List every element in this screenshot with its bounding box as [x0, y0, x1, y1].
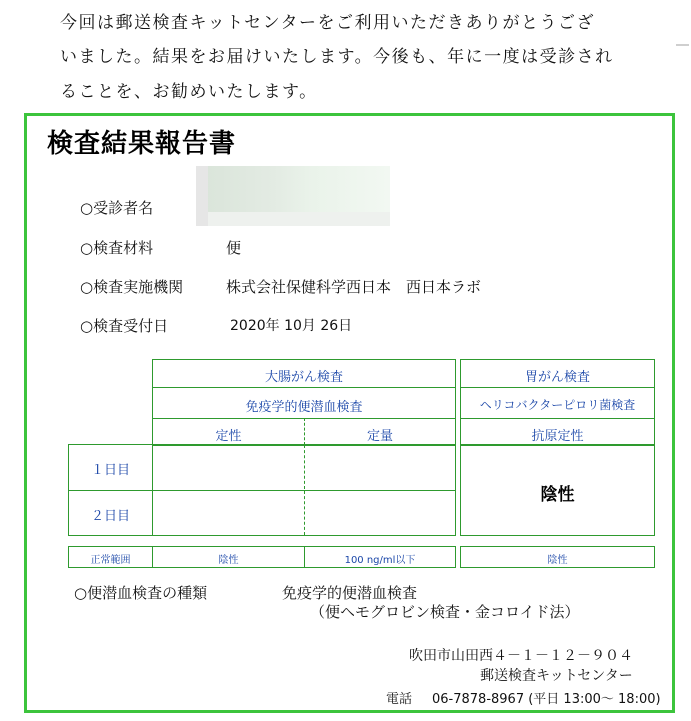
stomach-sub: ヘリコバクターピロリ菌検査 — [479, 398, 636, 412]
received-label: ○検査受付日 — [80, 317, 169, 335]
footer-address: 吹田市山田西４－１－１２－９０４ — [409, 648, 633, 664]
method-value: 免疫学的便潜血検査 — [282, 584, 418, 602]
colon-header: 大腸がん検査 — [264, 370, 343, 385]
scrollbar-thumb[interactable] — [676, 44, 689, 46]
intro-line-3: ることを、お勧めいたします。 — [60, 82, 318, 102]
normal-qualitative: 陰性 — [218, 555, 239, 566]
intro-line-2: いました。結果をお届けいたします。今後も、年に一度は受診され — [60, 47, 614, 67]
normal-quantitative: 100 ng/ml以下 — [344, 555, 416, 566]
material-label: ○検査材料 — [80, 239, 154, 257]
report-title: 検査結果報告書 — [47, 129, 237, 159]
footer-phone-label: 電話 — [386, 692, 413, 707]
colon-sub: 免疫学的便潜血検査 — [245, 400, 363, 415]
material-value: 便 — [226, 239, 242, 257]
received-value: 2020年 10月 26日 — [230, 318, 353, 334]
day2-label: ２日目 — [90, 509, 130, 524]
normal-stomach: 陰性 — [547, 555, 568, 566]
antigen-header: 抗原定性 — [531, 429, 584, 444]
normal-range-box — [68, 546, 456, 568]
colon-results-box — [68, 444, 456, 536]
day1-label: １日目 — [90, 463, 130, 478]
qualitative-header: 定性 — [215, 429, 242, 444]
stomach-result: 陰性 — [540, 485, 575, 505]
facility-value: 株式会社保健科学西日本 西日本ラボ — [226, 278, 482, 296]
footer-phone: 06-7878-8967 (平日 13:00～ 18:00) — [432, 692, 661, 707]
stomach-header-box — [460, 359, 655, 446]
stomach-header: 胃がん検査 — [524, 370, 590, 385]
colon-header-box — [152, 359, 456, 446]
method-label: ○便潜血検査の種類 — [74, 584, 208, 602]
method-detail: （便ヘモグロビン検査・金コロイド法） — [310, 603, 580, 621]
redacted-patient-name — [196, 166, 390, 226]
quantitative-header: 定量 — [366, 429, 393, 444]
intro-line-1: 今回は郵送検査キットセンターをご利用いただきありがとうござ — [60, 13, 595, 33]
patient-label: ○受診者名 — [80, 199, 154, 217]
stomach-result-box — [460, 444, 655, 536]
redacted-block-left — [196, 166, 208, 226]
normal-stomach-box — [460, 546, 655, 568]
footer-center: 郵送検査キットセンター — [480, 668, 633, 684]
normal-label: 正常範囲 — [90, 555, 131, 566]
facility-label: ○検査実施機関 — [80, 278, 184, 296]
